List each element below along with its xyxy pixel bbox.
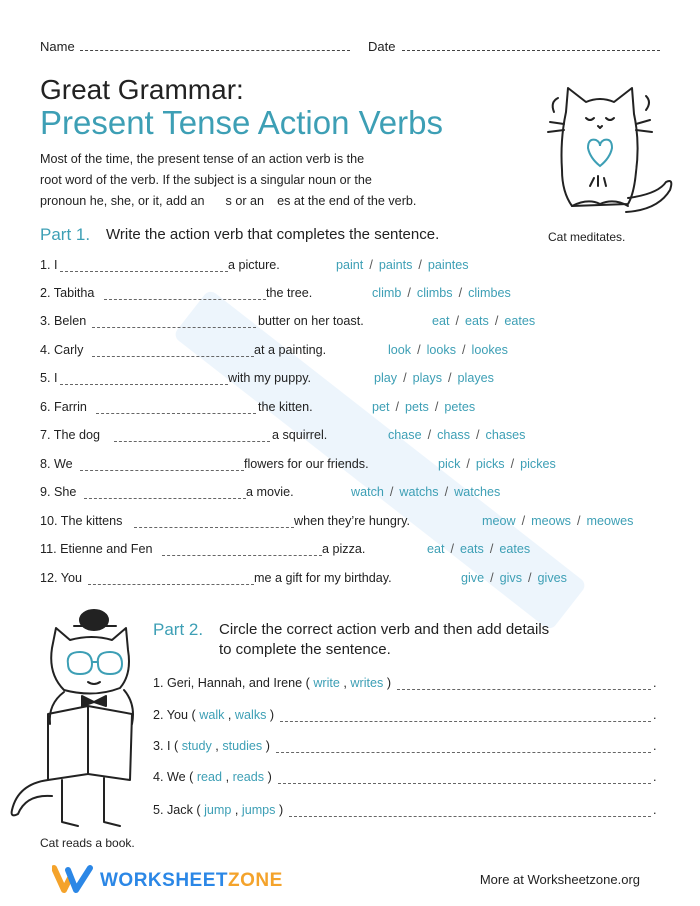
row-subject: 8. We	[40, 457, 73, 471]
verb-choice[interactable]: jumps	[241, 803, 276, 817]
verb-option[interactable]: climbes	[468, 286, 511, 300]
option-separator: /	[444, 485, 449, 499]
part2-prompt	[153, 708, 274, 722]
verb-options	[372, 400, 475, 414]
verb-option[interactable]: lookes	[471, 343, 508, 357]
verb-option[interactable]: pet	[372, 400, 390, 414]
verb-option[interactable]: picks	[475, 457, 505, 471]
verb-option[interactable]: eats	[465, 314, 489, 328]
option-separator: /	[448, 371, 452, 385]
prompt-prefix: 3. I (	[153, 739, 179, 753]
row-rest: the tree.	[266, 286, 313, 300]
comma: ,	[222, 770, 233, 784]
answer-blank[interactable]	[289, 816, 651, 817]
part2-instruction-line-2: to complete the sentence.	[219, 641, 391, 658]
prompt-prefix: 5. Jack (	[153, 803, 201, 817]
intro-line-3a: pronoun he, she, or it, add an	[40, 194, 205, 208]
verb-options	[482, 514, 633, 528]
part2-label: Part 2.	[153, 620, 204, 639]
option-separator: /	[418, 258, 422, 272]
brand-name-a: WORKSHEET	[100, 870, 228, 891]
part2-prompt	[153, 739, 270, 753]
comma: ,	[339, 676, 351, 690]
brand-name-b: ZONE	[228, 870, 283, 891]
prompt-prefix: 4. We (	[153, 770, 194, 784]
name-label: Name	[40, 39, 75, 54]
intro-line-1: Most of the time, the present tense of an action verb is the	[40, 152, 365, 166]
intro-line-3	[40, 191, 440, 212]
name-line[interactable]	[80, 50, 350, 51]
verb-option[interactable]: chases	[485, 428, 526, 442]
option-separator: /	[395, 400, 400, 414]
verb-option[interactable]: eates	[504, 314, 536, 328]
row-rest: with my puppy.	[228, 371, 312, 385]
row-subject: 4. Carly	[40, 343, 84, 357]
part2-row	[153, 708, 657, 728]
verb-option[interactable]: play	[374, 371, 398, 385]
verb-option[interactable]: watchs	[399, 485, 439, 499]
verb-options	[374, 371, 494, 385]
option-separator: /	[510, 457, 515, 471]
verb-options	[461, 571, 567, 585]
option-separator: /	[462, 343, 466, 357]
row-rest: me a gift for my birthday.	[254, 571, 392, 585]
comma: ,	[231, 803, 242, 817]
date-label: Date	[368, 39, 396, 54]
verb-option[interactable]: climb	[372, 286, 402, 300]
verb-option[interactable]: paint	[336, 258, 364, 272]
verb-choice[interactable]: jump	[204, 803, 232, 817]
answer-blank[interactable]	[92, 327, 256, 328]
intro-text	[40, 149, 440, 212]
answer-blank[interactable]	[162, 555, 322, 556]
prompt-prefix: 2. You (	[153, 708, 196, 722]
part2-prompt	[153, 803, 283, 817]
prompt-prefix: 1. Geri, Hannah, and Irene (	[153, 676, 310, 690]
verb-choice[interactable]: reads	[232, 770, 265, 784]
row-rest: a squirrel.	[272, 428, 328, 442]
answer-blank[interactable]	[278, 783, 651, 784]
verb-option[interactable]: eat	[427, 542, 445, 556]
verb-option[interactable]: climbs	[416, 286, 453, 300]
verb-options	[388, 343, 508, 357]
part2-prompt	[153, 770, 272, 784]
answer-blank[interactable]	[60, 384, 228, 385]
row-subject: 11. Etienne and Fen	[40, 542, 153, 556]
answer-blank[interactable]	[104, 299, 266, 300]
verb-option[interactable]: eats	[460, 542, 484, 556]
row-subject: 7. The dog	[40, 428, 100, 442]
answer-blank[interactable]	[96, 413, 256, 414]
brand-name	[100, 870, 283, 892]
verb-option[interactable]: watch	[351, 485, 384, 499]
answer-blank[interactable]	[84, 498, 246, 499]
row-subject: 1. I	[40, 258, 58, 272]
date-line[interactable]	[402, 50, 660, 51]
verb-option[interactable]: gives	[537, 571, 567, 585]
option-separator: /	[417, 343, 421, 357]
answer-blank[interactable]	[280, 721, 651, 722]
line-end-period: .	[653, 708, 657, 722]
row-rest: a pizza.	[322, 542, 366, 556]
part2-prompt	[153, 676, 391, 690]
verb-options	[427, 542, 530, 556]
verb-option[interactable]: paintes	[427, 258, 469, 272]
verb-option[interactable]: givs	[499, 571, 523, 585]
intro-line-2: root word of the verb. If the subject is a singular noun or the	[40, 173, 372, 187]
option-separator: /	[466, 457, 470, 471]
reading-cat-icon	[8, 604, 138, 834]
row-rest: a picture.	[228, 258, 280, 272]
verb-option[interactable]: chase	[388, 428, 422, 442]
option-separator: /	[476, 428, 480, 442]
option-separator: /	[494, 314, 499, 328]
part2-row	[153, 739, 657, 759]
option-separator: /	[389, 485, 394, 499]
verb-option[interactable]: look	[388, 343, 412, 357]
verb-choice[interactable]: walks	[234, 708, 267, 722]
verb-option[interactable]: eat	[432, 314, 450, 328]
verb-options	[372, 286, 511, 300]
verb-options	[438, 457, 556, 471]
row-subject: 10. The kittens	[40, 514, 123, 528]
watermark-icon	[120, 250, 640, 670]
row-rest: butter on her toast.	[258, 314, 364, 328]
answer-blank[interactable]	[60, 271, 228, 272]
line-end-period: .	[653, 739, 657, 753]
answer-blank[interactable]	[80, 470, 244, 471]
part2-row	[153, 770, 657, 790]
comma: ,	[224, 708, 235, 722]
option-separator: /	[369, 258, 373, 272]
answer-blank[interactable]	[134, 527, 294, 528]
verb-options	[388, 428, 525, 442]
verb-options	[432, 314, 535, 328]
row-subject: 2. Tabitha	[40, 286, 95, 300]
part1-instruction: Write the action verb that completes the sentence.	[106, 226, 440, 243]
answer-blank[interactable]	[88, 584, 254, 585]
verb-option[interactable]: give	[461, 571, 485, 585]
option-separator: /	[458, 286, 463, 300]
part1-label: Part 1.	[40, 225, 91, 244]
verb-choice[interactable]: read	[196, 770, 223, 784]
verb-choice[interactable]: studies	[222, 739, 263, 753]
option-separator: /	[450, 542, 455, 556]
option-separator: /	[403, 371, 407, 385]
verb-option[interactable]: paints	[378, 258, 413, 272]
verb-option[interactable]: chass	[437, 428, 471, 442]
verb-choice[interactable]: study	[181, 739, 212, 753]
verb-option[interactable]: playes	[457, 371, 494, 385]
row-subject: 6. Farrin	[40, 400, 87, 414]
row-subject: 3. Belen	[40, 314, 87, 328]
row-rest: the kitten.	[258, 400, 313, 414]
meditating-cat-icon	[528, 82, 680, 222]
verb-option[interactable]: eates	[499, 542, 531, 556]
title-line-1: Great Grammar:	[40, 74, 244, 105]
verb-option[interactable]: petes	[444, 400, 476, 414]
option-separator: /	[489, 542, 494, 556]
prompt-suffix: )	[265, 739, 270, 753]
prompt-suffix: )	[386, 676, 392, 690]
intro-line-3b: s or an	[225, 194, 265, 208]
option-separator: /	[407, 286, 411, 300]
verb-choice[interactable]: write	[313, 676, 340, 690]
row-subject: 5. I	[40, 371, 58, 385]
verb-option[interactable]: meowes	[586, 514, 634, 528]
page-title: Present Tense Action Verbs	[40, 104, 443, 141]
verb-option[interactable]: pets	[405, 400, 429, 414]
option-separator: /	[455, 314, 460, 328]
prompt-suffix: )	[269, 708, 275, 722]
verb-options	[351, 485, 500, 499]
verb-option[interactable]: plays	[412, 371, 443, 385]
option-separator: /	[427, 428, 432, 442]
verb-option[interactable]: pickes	[520, 457, 556, 471]
row-subject: 9. She	[40, 485, 77, 499]
option-separator: /	[521, 514, 526, 528]
verb-option[interactable]: meow	[482, 514, 516, 528]
answer-blank[interactable]	[114, 441, 270, 442]
answer-blank[interactable]	[276, 752, 651, 753]
row-subject: 12. You	[40, 571, 83, 585]
worksheetzone-logo-icon	[52, 864, 94, 894]
verb-option[interactable]: meows	[531, 514, 571, 528]
verb-option[interactable]: looks	[426, 343, 457, 357]
row-rest: a movie.	[246, 485, 294, 499]
row-rest: when they’re hungry.	[294, 514, 410, 528]
option-separator: /	[490, 571, 494, 585]
caption-cat-meditates: Cat meditates.	[548, 230, 626, 244]
verb-choice[interactable]: walk	[199, 708, 225, 722]
row-rest: flowers for our friends.	[244, 457, 369, 471]
prompt-suffix: )	[267, 770, 272, 784]
verb-options	[336, 258, 469, 272]
line-end-period: .	[653, 770, 657, 784]
verb-option[interactable]: pick	[438, 457, 461, 471]
comma: ,	[211, 739, 223, 753]
option-separator: /	[576, 514, 581, 528]
verb-choice[interactable]: writes	[350, 676, 384, 690]
row-rest: at a painting.	[254, 343, 327, 357]
part2-row	[153, 803, 657, 823]
option-separator: /	[434, 400, 439, 414]
part2-instruction-line-1: Circle the correct action verb and then add details	[219, 621, 550, 638]
verb-option[interactable]: watches	[454, 485, 501, 499]
part2-row	[153, 676, 657, 696]
caption-cat-reads: Cat reads a book.	[40, 836, 135, 850]
option-separator: /	[528, 571, 532, 585]
intro-line-3c: es at the end of the verb.	[277, 194, 417, 208]
answer-blank[interactable]	[92, 356, 254, 357]
prompt-suffix: )	[278, 803, 284, 817]
line-end-period: .	[653, 803, 657, 817]
answer-blank[interactable]	[397, 689, 651, 690]
footer-link[interactable]: More at Worksheetzone.org	[479, 872, 640, 887]
line-end-period: .	[653, 676, 657, 690]
